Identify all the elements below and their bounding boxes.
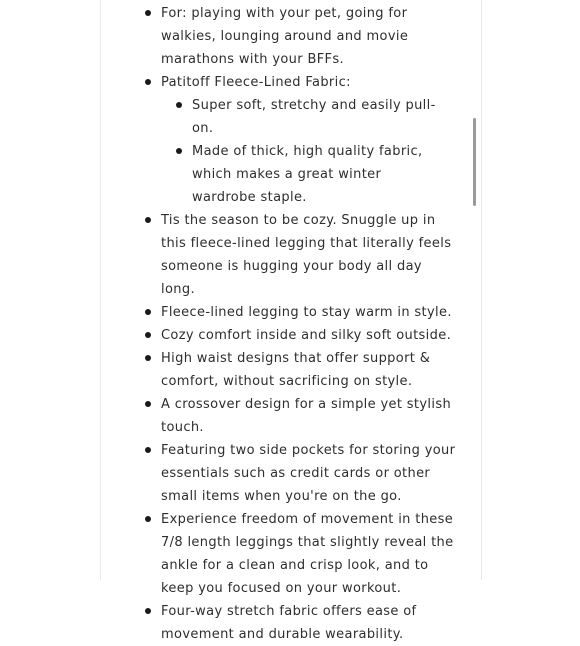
feature-item-fabric	[100, 71, 480, 209]
feature-text: Featuring two side pockets for storing your essentials such as credit cards or other small items when you're on the go.	[161, 443, 456, 504]
feature-item	[100, 508, 480, 600]
feature-item-usage	[100, 2, 480, 71]
sub-feature-text: Super soft, stretchy and easily pull-on.	[192, 98, 436, 136]
feature-text: Patitoff Fleece-Lined Fabric:	[161, 75, 351, 90]
feature-list	[100, 2, 480, 646]
feature-text: Experience freedom of movement in these 7/8 length leggings that slightly reveal the ankle for a clean and crisp look, and to keep you focused on your workout.	[161, 512, 454, 596]
feature-text: For: playing with your pet, going for walkies, lounging around and movie marathons with your BFFs.	[161, 6, 409, 67]
feature-text: Cozy comfort inside and silky soft outside.	[161, 328, 452, 343]
sub-feature-text: Made of thick, high quality fabric, which makes a great winter wardrobe staple.	[192, 144, 423, 205]
feature-item	[100, 600, 480, 646]
feature-text: High waist designs that offer support & comfort, without sacrificing on style.	[161, 351, 431, 389]
feature-item	[100, 347, 480, 393]
fabric-sublist	[100, 94, 458, 209]
feature-text: Tis the season to be cozy. Snuggle up in this fleece-lined legging that literally feels someone is hugging your body all day long.	[161, 213, 452, 297]
feature-item	[100, 393, 480, 439]
feature-item	[100, 439, 480, 508]
feature-item	[100, 324, 480, 347]
product-description	[100, 2, 480, 646]
feature-item	[100, 209, 480, 301]
feature-item	[100, 301, 480, 324]
feature-text: Four-way stretch fabric offers ease of movement and durable wearability.	[161, 604, 417, 642]
feature-text: A crossover design for a simple yet stylish touch.	[161, 397, 452, 435]
sub-feature-item	[100, 140, 458, 209]
sub-feature-item	[100, 94, 458, 140]
feature-text: Fleece-lined legging to stay warm in style.	[161, 305, 452, 320]
